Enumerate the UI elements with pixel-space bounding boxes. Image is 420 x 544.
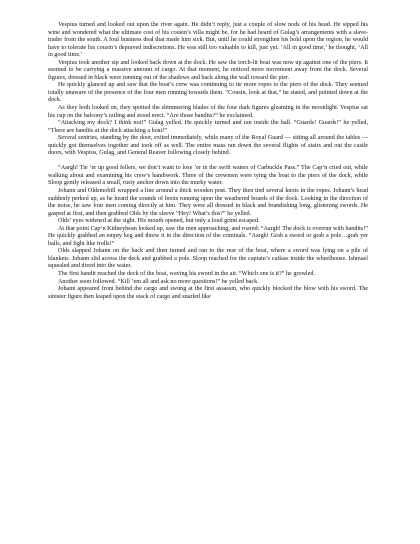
paragraph: Olds slapped Johann on the back and then turned and ran to the rear of the boat, where a sword was lying on a pile of blankets. Johann slid across the deck and grabbed a pole. Sloop reached for the captain’s cutlass inside the wheelhouse. Ishmael squealed and dived into the water. bbox=[48, 248, 368, 270]
paragraph: Vespius turned and looked out upon the river again. He didn’t reply, just a couple of slow nods of his head. He sipped his wine and wondered what the ultimate cost of his cousin’s villa might be, for he had heard of Gulag’s arrangements with a slave-trader from the south. A foul business deal that made him sick. But, until he could strengthen his hold upon the region, he would have to tolerate his cousin’s depraved indiscretions. He was still too valuable to kill, just yet. ‘All in good time,’ he thought, ‘All in good time.’ bbox=[48, 22, 368, 59]
section-1 bbox=[48, 22, 368, 158]
paragraph: Johann and Oldsmobill wrapped a line around a thick wooden post. They then tied several knots in the ropes. Johann’s head suddenly perked up, as he heard the sounds of boots running upon the weathered boards of the dock. Looking in the direction of the noise, he saw four men coming directly at him. They were all dressed in black and brandishing long, glistening swords. He gasped at first, and then grabbed Olds by the sleeve “Hey! What’s this?” he yelled. bbox=[48, 187, 368, 217]
paragraph: Several sentries, standing by the door, exited immediately, while many of the Royal Guard — sitting all around the tables — quickly got themselves together and took off as well. The entire mass ran down the several flights of stairs and out the castle doors, with Vespius, Gulag, and General Reaver following closely behind. bbox=[48, 135, 368, 157]
paragraph: Olds’ eyes widened at the sight. His mouth opened, but only a loud grunt escaped. bbox=[58, 218, 260, 225]
paragraph: “Aargh! Tie ’er up good fellers, we don’t want to lose ’er in the swift waters of Carbuckle Pass.” The Cap’n cried out, while walking about and examining his crew’s handiwork. Three of the crewmen were tying the boat to the piers of the dock, while Sloop gently released a small, rusty anchor down into the murky water. bbox=[48, 165, 368, 187]
paragraph: At that point Cap’n Kidneybean looked up, saw the men approaching, and roared: “Aargh! The dock is overrun with bandits!” He quickly grabbed an empty keg and threw it in the direction of the criminals. “Aargh! Grab a sword or grab a pole…grab yer balls, and fight like trolls!” bbox=[48, 225, 368, 247]
paragraph: Johann appeared from behind the cargo and swung at the first assassin, who quickly blocked the blow with his sword. The sinister figure then leaped upon the stack of cargo and snarled like bbox=[48, 286, 368, 300]
paragraph: “Attacking my dock? I think not!” Gulag yelled. He quickly turned and ran inside the hall. “Guards! Guards!” he yelled, “There are bandits at the dock attacking a boat!” bbox=[48, 120, 368, 134]
paragraph: He quickly glanced up and saw that the boat’s crew was continuing to tie more ropes to the piers of the dock. They seemed totally unaware of the presence of the four men running towards them. “Cousin, look at that,” he stated, and pointed down at the dock. bbox=[48, 82, 368, 104]
section-2 bbox=[48, 165, 368, 301]
paragraph: Another soon followed. “Kill ’em all and ask no more questions!” he yelled back. bbox=[58, 278, 259, 285]
paragraph: Vespius took another sip and looked back down at the dock. He saw the torch-lit boat was now up against one of the piers. It seemed to be carrying a massive amount of cargo. At that moment, he noticed more movement away from the dock. Several figures, dressed in black were running out of the shadows and back along the wall toward the pier. bbox=[48, 59, 368, 81]
paragraph: As they both looked on, they spotted the shimmering blades of the four dark figures gleaming in the moonlight. Vespius sat his cup on the balcony’s railing and stood erect. “Are those bandits?” he exclaimed. bbox=[48, 105, 368, 119]
paragraph: The first bandit reached the deck of the boat, waving his sword in the air. “Which one is it?” he growled. bbox=[58, 271, 315, 277]
